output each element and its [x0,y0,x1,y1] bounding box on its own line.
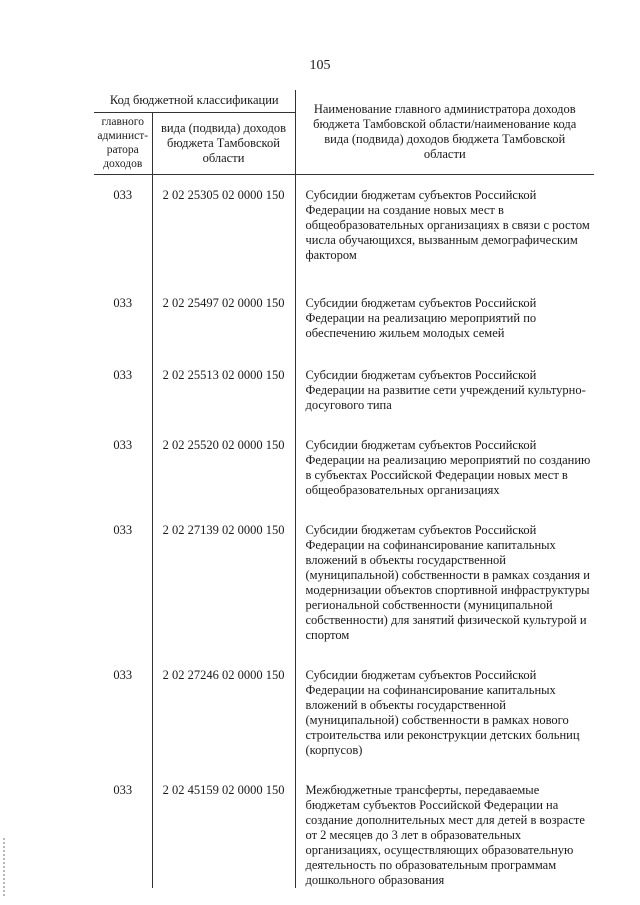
table-row [94,355,594,425]
row-admin-code: 033 [113,295,133,310]
row-revenue-code: 2 02 45159 02 0000 150 [152,770,295,888]
header-row-group [94,90,594,112]
row-admin-code: 033 [113,667,133,682]
header-revenue-type-code: вида (подвида) доходов бюджета Тамбовской области [152,112,295,174]
table-row [94,174,594,283]
row-revenue-code: 2 02 25305 02 0000 150 [152,174,295,283]
row-name: Субсидии бюджетам субъектов Российской Федерации на реализацию мероприятий по созданию в субъектах Российской Федерации новых мест в общеобразовательных организациях [295,425,594,510]
row-revenue-code: 2 02 27246 02 0000 150 [152,655,295,770]
row-name: Субсидии бюджетам субъектов Российской Федерации на реализацию мероприятий по обеспечению жильем молодых семей [295,283,594,355]
row-admin-code: 033 [113,187,133,202]
row-admin-code: 033 [113,437,133,452]
row-name: Субсидии бюджетам субъектов Российской Федерации на софинансирование капитальных вложений в объекты государственной (муниципальной) собственности в рамках создания и модернизации объектов спортивной инфраструктуры региональной собственности (муниципальной собственности) для занятий физической культурой и спортом [295,510,594,655]
budget-classification-table [94,90,594,888]
row-revenue-code: 2 02 25497 02 0000 150 [152,283,295,355]
row-name: Межбюджетные трансферты, передаваемые бюджетам субъектов Российской Федерации на создание дополнительных мест для детей в возрасте от 2 месяцев до 3 лет в образовательных организациях, осуществляющих образовательную деятельность по образовательным программам дошкольного образования [295,770,594,888]
row-revenue-code: 2 02 27139 02 0000 150 [152,510,295,655]
row-name: Субсидии бюджетам субъектов Российской Федерации на создание новых мест в общеобразовательных организациях в связи с ростом числа обучающихся, вызванным демографическим фактором [295,174,594,283]
row-admin-code: 033 [113,367,133,382]
table-row [94,425,594,510]
header-main-administrator: главного админист-ратора доходов [94,112,152,174]
row-admin-code: 033 [113,782,133,797]
row-name: Субсидии бюджетам субъектов Российской Федерации на софинансирование капитальных вложений в объекты государственной (муниципальной) собственности в рамках нового строительства или реконструкции детских больниц (корпусов) [295,655,594,770]
row-revenue-code: 2 02 25513 02 0000 150 [152,355,295,425]
table-row [94,283,594,355]
table-row [94,510,594,655]
scan-edge-marks [3,838,5,898]
row-admin-code: 033 [113,522,133,537]
header-name: Наименование главного администратора доходов бюджета Тамбовской области/наименование кода вида (подвида) доходов бюджета Тамбовской области [295,90,594,174]
table-row [94,655,594,770]
header-budget-classification-code: Код бюджетной классификации [94,90,295,112]
row-revenue-code: 2 02 25520 02 0000 150 [152,425,295,510]
page-number: 105 [309,58,331,73]
table-row [94,770,594,888]
row-name: Субсидии бюджетам субъектов Российской Федерации на развитие сети учреждений культурно-досугового типа [295,355,594,425]
